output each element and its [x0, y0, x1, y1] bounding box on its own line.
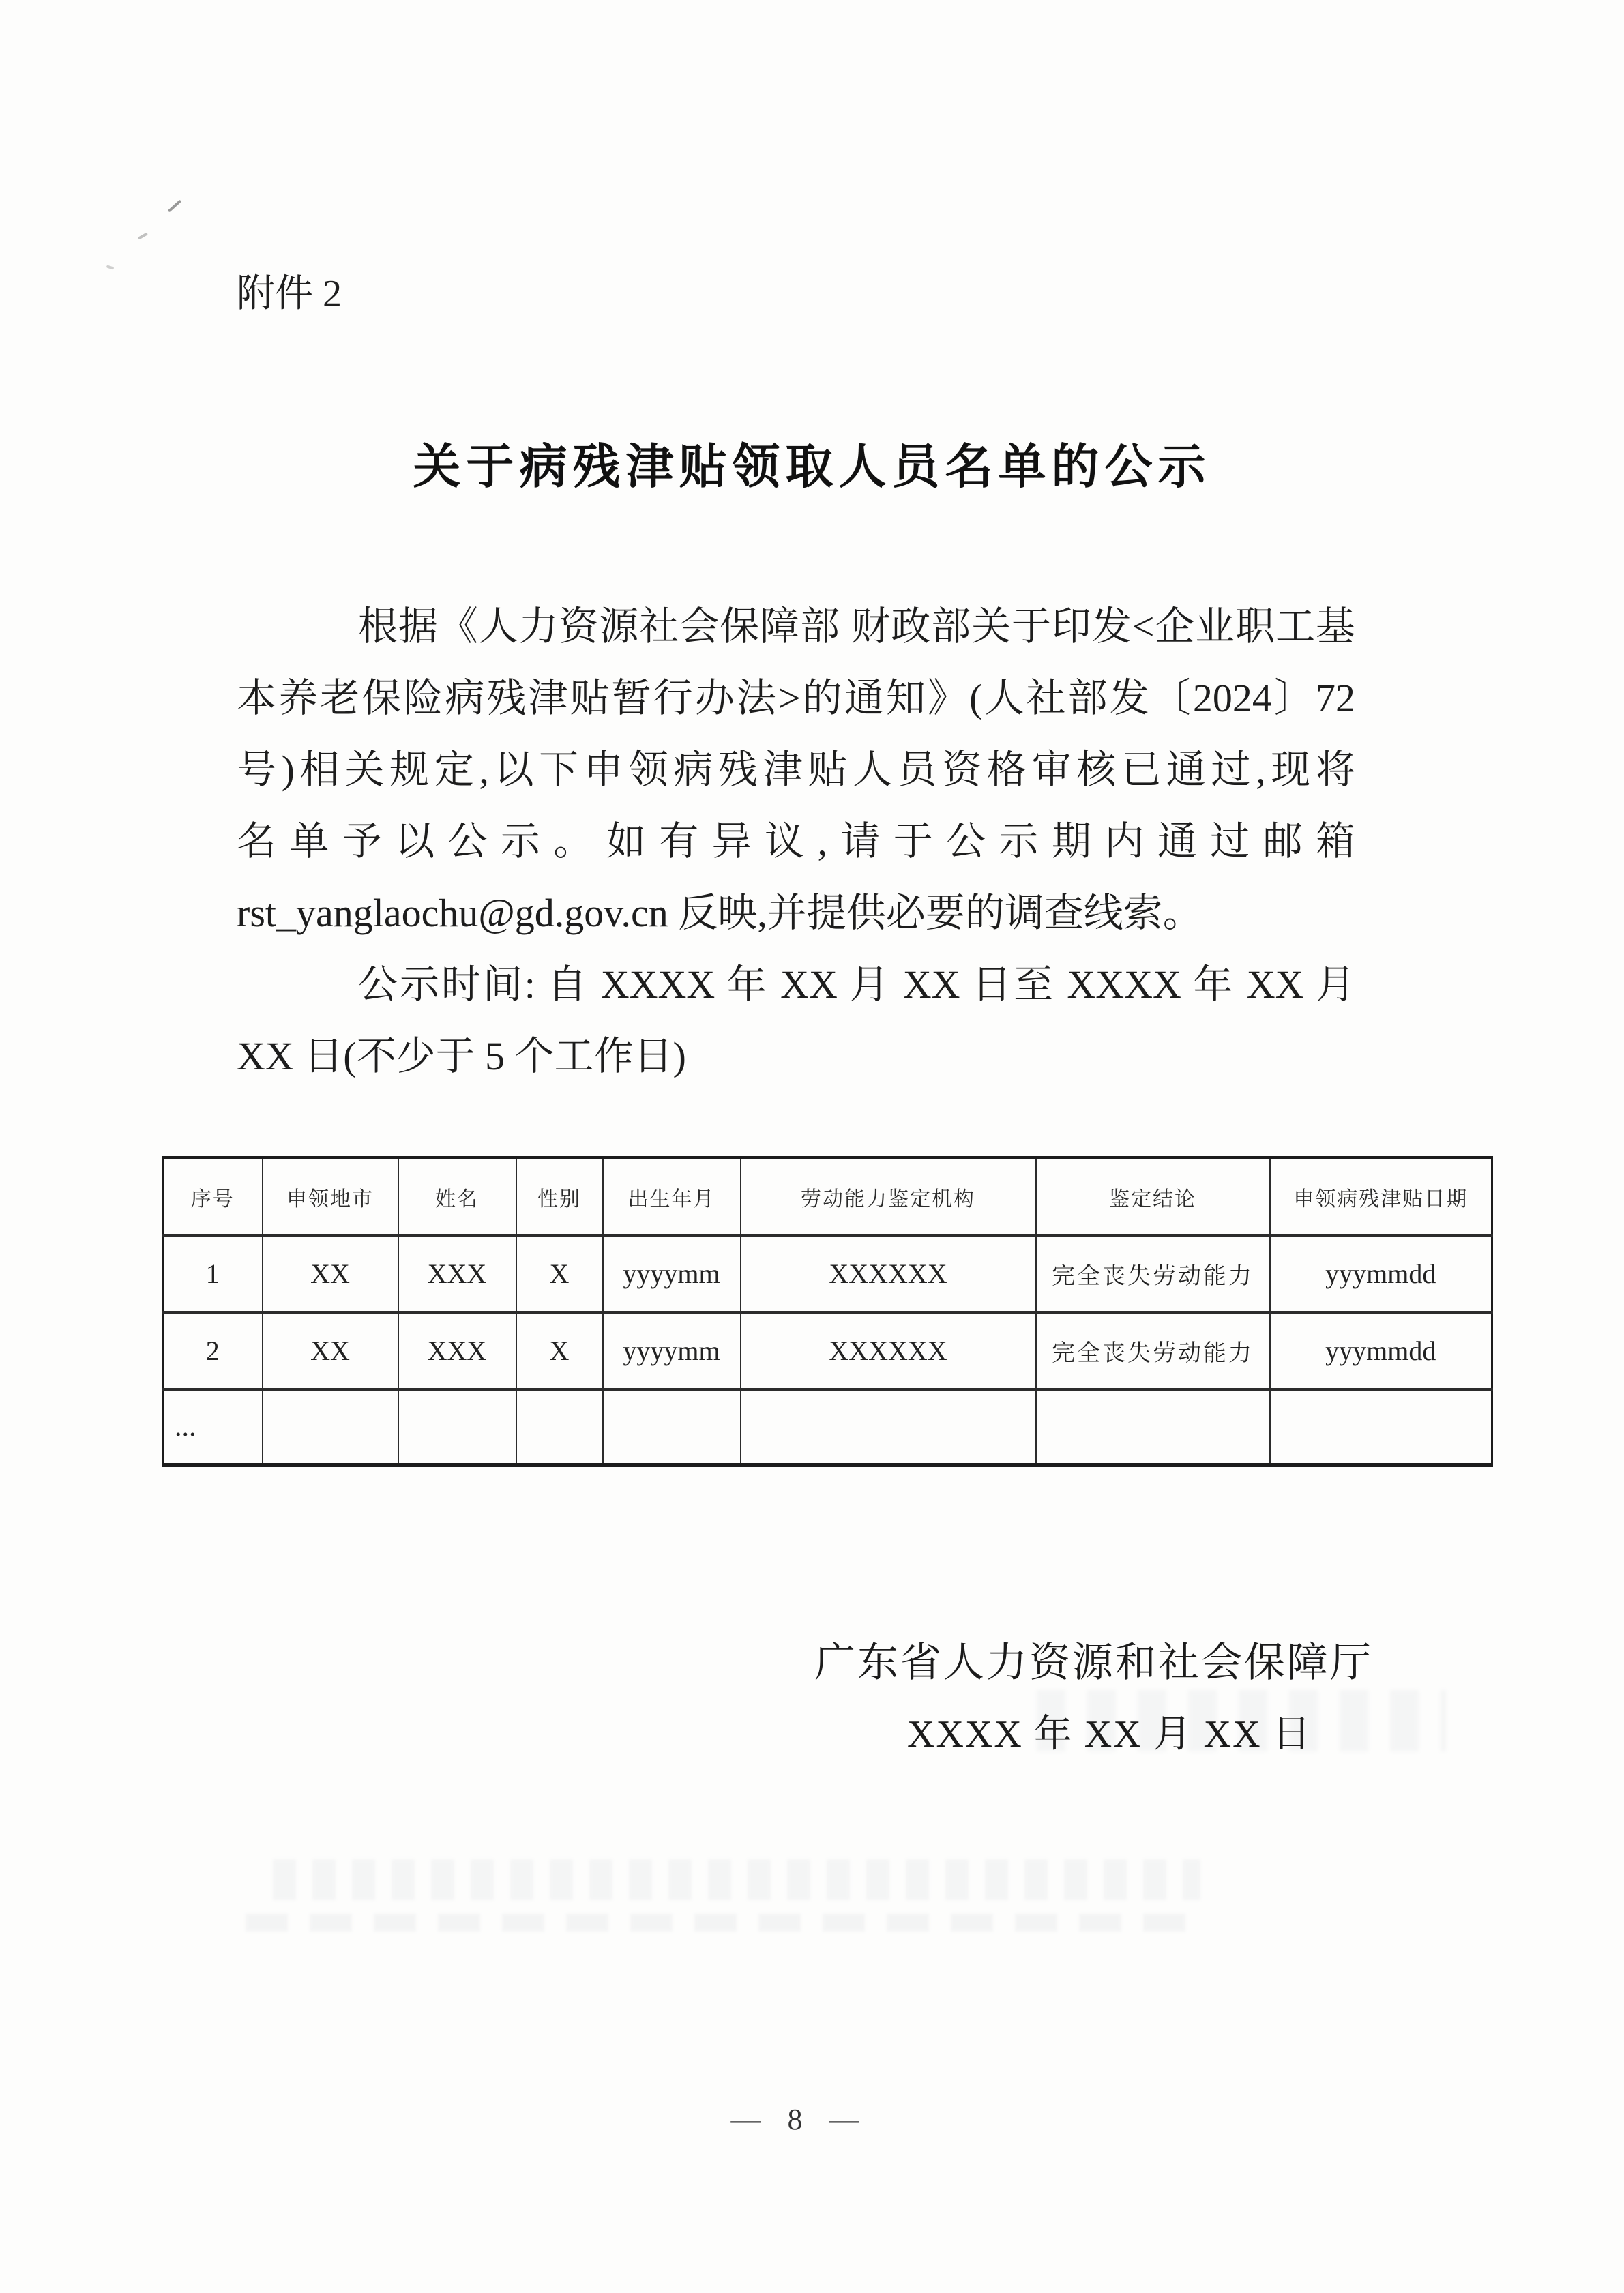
signature-date: XXXX 年 XX 月 XX 日 — [907, 1713, 1312, 1756]
table-cell: XXX — [398, 1236, 516, 1312]
table-header-cell: 序号 — [163, 1158, 263, 1236]
pencil-mark-artifact — [138, 233, 148, 240]
table-cell: XX — [263, 1312, 398, 1389]
text-line: 本养老保险病残津贴暂行办法>的通知》(人社部发〔2024〕72 — [237, 676, 1355, 720]
table-cell: yyyymm — [603, 1312, 741, 1389]
table-cell — [1036, 1389, 1270, 1465]
roster-table — [162, 1156, 1493, 1467]
table-header-cell: 劳动能力鉴定机构 — [741, 1158, 1036, 1236]
table-cell: XXX — [398, 1312, 516, 1389]
table-cell: XX — [263, 1236, 398, 1312]
table-header-row — [163, 1158, 1492, 1236]
table-header-cell: 姓名 — [398, 1158, 516, 1236]
table-cell: XXXXXX — [741, 1312, 1036, 1389]
table-header-cell: 性别 — [516, 1158, 603, 1236]
text-line: 号)相关规定,以下申领病残津贴人员资格审核已通过,现将 — [237, 748, 1355, 792]
table-cell: ... — [163, 1389, 263, 1465]
text-line: 名单予以公示。如有异议,请于公示期内通过邮箱 — [237, 819, 1355, 863]
document-title: 关于病残津贴领取人员名单的公示 — [413, 440, 1211, 493]
text-line: XX 日(不少于 5 个工作日) — [237, 1034, 686, 1078]
table-cell: 完全丧失劳动能力 — [1036, 1236, 1270, 1312]
table-row — [163, 1389, 1492, 1465]
table-row — [163, 1236, 1492, 1312]
table-cell: 完全丧失劳动能力 — [1036, 1312, 1270, 1389]
attachment-label: 附件 2 — [237, 273, 342, 315]
table-header-cell: 出生年月 — [603, 1158, 741, 1236]
table-row — [163, 1312, 1492, 1389]
table-cell: 2 — [163, 1312, 263, 1389]
table-cell: yyymmdd — [1270, 1312, 1492, 1389]
ink-bleed-artifact — [273, 1859, 1200, 1900]
text-line: 根据《人力资源社会保障部 财政部关于印发<企业职工基 — [358, 604, 1355, 649]
text-line: 公示时间: 自 XXXX 年 XX 月 XX 日至 XXXX 年 XX 月 — [358, 962, 1355, 1007]
table-cell: yyymmdd — [1270, 1236, 1492, 1312]
table-cell: yyyymm — [603, 1236, 741, 1312]
signature-organization: 广东省人力资源和社会保障厅 — [814, 1640, 1373, 1685]
text-line: rst_yanglaochu@gd.gov.cn 反映,并提供必要的调查线索。 — [237, 891, 1202, 935]
table-cell — [516, 1389, 603, 1465]
table-cell — [1270, 1389, 1492, 1465]
table-header-cell: 鉴定结论 — [1036, 1158, 1270, 1236]
page-number: — 8 — — [730, 2103, 869, 2136]
pencil-mark-artifact — [106, 265, 115, 269]
table-cell: XXXXXX — [741, 1236, 1036, 1312]
table-cell: X — [516, 1312, 603, 1389]
table-cell — [398, 1389, 516, 1465]
table-header-cell: 申领病残津贴日期 — [1270, 1158, 1492, 1236]
ink-bleed-artifact — [246, 1914, 1200, 1932]
table-cell: X — [516, 1236, 603, 1312]
table-cell — [603, 1389, 741, 1465]
table-header-cell: 申领地市 — [263, 1158, 398, 1236]
pencil-mark-artifact — [168, 199, 182, 212]
table-cell — [263, 1389, 398, 1465]
body-paragraph-1 — [237, 591, 1355, 949]
table-cell — [741, 1389, 1036, 1465]
body-paragraph-2 — [237, 949, 1355, 1092]
table-cell: 1 — [163, 1236, 263, 1312]
